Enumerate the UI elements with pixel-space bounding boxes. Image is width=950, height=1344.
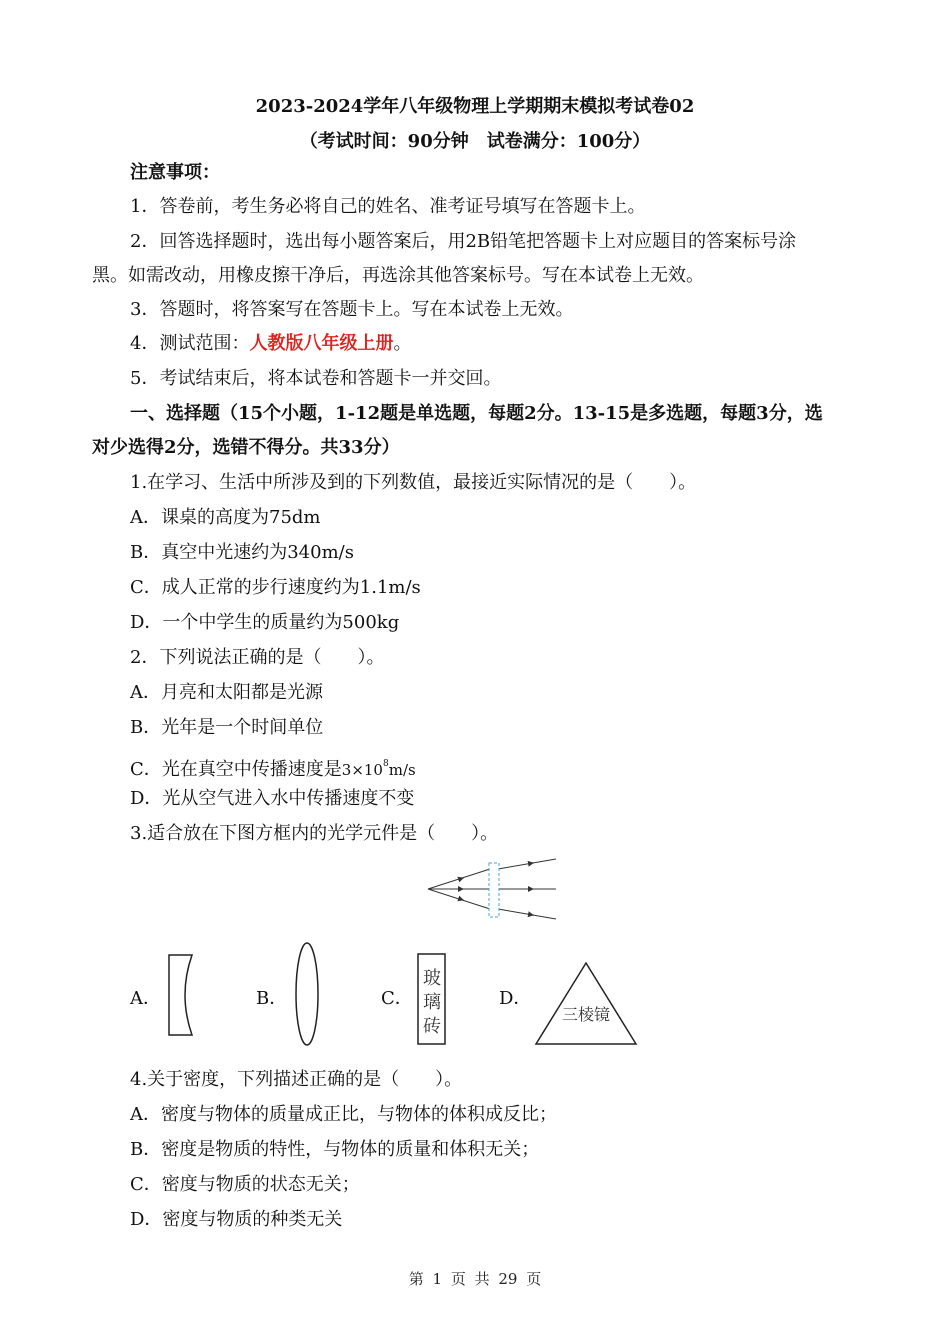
notice-item-2-line1: 2．回答选择题时，选出每小题答案后，用2B铅笔把答题卡上对应题目的答案标号涂	[130, 231, 797, 252]
prism-icon	[532, 958, 640, 1050]
q2-option-a: A．月亮和太阳都是光源	[130, 682, 323, 703]
q3-option-a-label: A．	[130, 988, 161, 1009]
notice-item-4	[130, 332, 411, 356]
glass-brick-char-3: 砖	[423, 1016, 441, 1037]
q3-stem: 3.适合放在下图方框内的光学元件是（ ）。	[130, 823, 499, 844]
notice-item-4-prefix: 4．测试范围：	[130, 333, 250, 354]
q2-option-c-text: C．光在真空中传播速度是	[130, 759, 342, 780]
q2-option-b: B．光年是一个时间单位	[130, 717, 324, 738]
q2-stem: 2．下列说法正确的是（ ）。	[130, 647, 385, 668]
page-title: 2023-2024学年八年级物理上学期期末模拟考试卷02	[255, 96, 695, 117]
q1-option-c: C．成人正常的步行速度约为1.1m/s	[130, 577, 421, 598]
emergent-ray-lower	[498, 909, 556, 919]
glass-brick-icon	[414, 950, 450, 1048]
light-speed-base: 3×10	[341, 761, 383, 779]
q2-option-d: D．光从空气进入水中传播速度不变	[130, 788, 415, 809]
notice-heading: 注意事项：	[130, 162, 220, 183]
q3-ray-diagram	[420, 855, 565, 925]
q4-option-b: B．密度是物质的特性，与物体的质量和体积无关；	[130, 1139, 540, 1160]
q3-option-d-label: D．	[499, 988, 532, 1009]
glass-brick-char-1: 玻	[423, 968, 441, 989]
notice-item-1: 1．答卷前，考生务必将自己的姓名、准考证号填写在答题卡上。	[130, 196, 646, 217]
q1-option-d: D．一个中学生的质量约为500kg	[130, 612, 400, 633]
incident-ray-upper	[428, 869, 490, 889]
arrow-upper-in	[460, 878, 464, 879]
light-speed-exponent: 8	[382, 759, 389, 769]
q3-option-b-label: B．	[256, 988, 288, 1009]
q1-stem: 1.在学习、生活中所涉及到的下列数值，最接近实际情况的是（ ）。	[130, 472, 697, 493]
q4-option-c: C．密度与物质的状态无关；	[130, 1174, 360, 1195]
q4-stem: 4.关于密度，下列描述正确的是（ ）。	[130, 1069, 463, 1090]
arrow-lower-in	[460, 899, 464, 900]
arrow-lower-out	[530, 915, 534, 916]
arrow-upper-out	[530, 863, 534, 864]
section1-heading-line2: 对少选得2分，选错不得分。共33分）	[92, 437, 400, 458]
incident-ray-lower	[428, 889, 490, 909]
dashed-box	[489, 863, 499, 917]
notice-item-4-suffix: 。	[393, 333, 412, 354]
convex-lens-icon	[290, 938, 324, 1050]
q1-option-b: B．真空中光速约为340m/s	[130, 542, 354, 563]
test-scope: 人教版八年级上册	[249, 333, 394, 354]
glass-brick-char-2: 璃	[423, 992, 441, 1013]
page-footer: 第 1 页 共 29 页	[408, 1270, 542, 1288]
q4-option-a: A．密度与物体的质量成正比，与物体的体积成反比；	[130, 1104, 557, 1125]
q4-option-d: D．密度与物质的种类无关	[130, 1209, 343, 1230]
q1-option-a: A．课桌的高度为75dm	[130, 507, 321, 528]
page-subtitle: （考试时间：90分钟 试卷满分：100分）	[299, 131, 651, 152]
emergent-ray-upper	[498, 859, 556, 869]
concave-lens-icon	[160, 950, 200, 1040]
q2-option-c	[130, 752, 416, 782]
prism-outline	[536, 963, 636, 1044]
light-speed-unit: m/s	[388, 761, 416, 779]
notice-item-3: 3．答题时，将答案写在答题卡上。写在本试卷上无效。	[130, 299, 574, 320]
section1-heading-line1: 一、选择题（15个小题，1-12题是单选题，每题2分。13-15是多选题，每题3分，选	[130, 403, 823, 424]
q3-option-c-label: C．	[381, 988, 413, 1009]
prism-label: 三棱镜	[561, 1005, 611, 1024]
notice-item-2-line2: 黑。如需改动，用橡皮擦干净后，再选涂其他答案标号。写在本试卷上无效。	[92, 265, 704, 286]
notice-item-5: 5．考试结束后，将本试卷和答题卡一并交回。	[130, 368, 502, 389]
